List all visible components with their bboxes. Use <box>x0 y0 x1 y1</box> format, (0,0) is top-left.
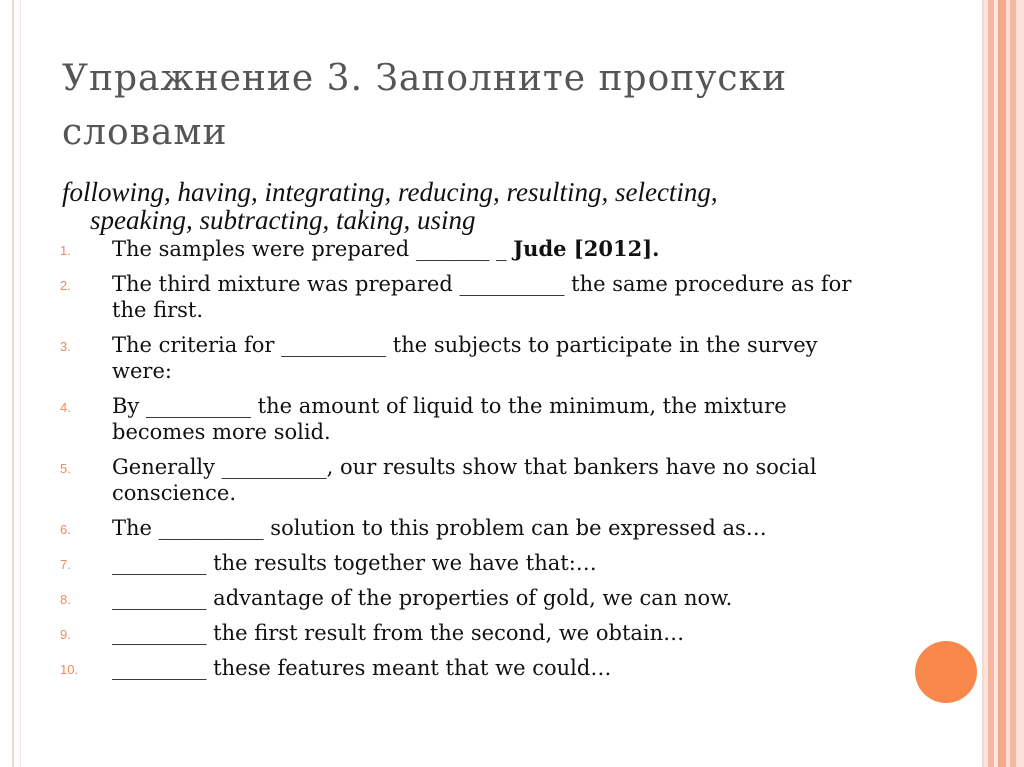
item-text: _________ the results together we have that:… <box>112 551 597 575</box>
exercise-item-6 <box>0 515 872 541</box>
item-number: 6. <box>60 522 71 537</box>
orange-circle-decoration <box>915 641 977 703</box>
item-text: The criteria for __________ the subjects to participate in the survey were: <box>112 333 818 383</box>
item-number: 4. <box>60 400 71 415</box>
decorative-stripes <box>984 0 1024 767</box>
item-text: The samples were prepared _______ _ <box>112 237 514 261</box>
item-number: 7. <box>60 557 71 572</box>
item-number: 3. <box>60 339 71 354</box>
item-number: 2. <box>60 278 71 293</box>
word-bank-line-1: following, having, integrating, reducing, resulting, selecting, <box>62 177 718 207</box>
item-text: _________ advantage of the properties of gold, we can now. <box>112 586 733 610</box>
item-text: By __________ the amount of liquid to the minimum, the mixture becomes more solid. <box>112 394 787 444</box>
word-bank <box>62 178 862 234</box>
item-number: 10. <box>60 662 79 677</box>
stripe <box>998 0 1006 767</box>
item-text: _________ the first result from the second, we obtain… <box>112 621 685 645</box>
exercise-item-10 <box>0 655 872 681</box>
word-bank-line-2: speaking, subtracting, taking, using <box>90 205 476 235</box>
item-text: The __________ solution to this problem can be expressed as… <box>112 516 767 540</box>
exercise-item-8 <box>0 585 872 611</box>
item-text: The third mixture was prepared __________ the same procedure as for the first. <box>112 272 852 322</box>
exercise-list <box>0 236 900 690</box>
exercise-item-1 <box>0 236 872 262</box>
item-number: 1. <box>60 243 71 258</box>
item-text: _________ these features meant that we could… <box>112 656 612 680</box>
item-text: Generally __________, our results show that bankers have no social conscience. <box>112 455 817 505</box>
item-number: 9. <box>60 627 71 642</box>
exercise-item-9 <box>0 620 872 646</box>
slide-title: Упражнение 3. Заполните пропуски словами <box>62 58 788 153</box>
item-citation: Jude [2012]. <box>513 236 660 261</box>
item-number: 5. <box>60 461 71 476</box>
exercise-item-4 <box>0 393 872 445</box>
item-number: 8. <box>60 592 71 607</box>
stripe <box>1016 0 1024 767</box>
exercise-item-2 <box>0 271 872 323</box>
exercise-item-7 <box>0 550 872 576</box>
exercise-item-3 <box>0 332 872 384</box>
exercise-item-5 <box>0 454 872 506</box>
